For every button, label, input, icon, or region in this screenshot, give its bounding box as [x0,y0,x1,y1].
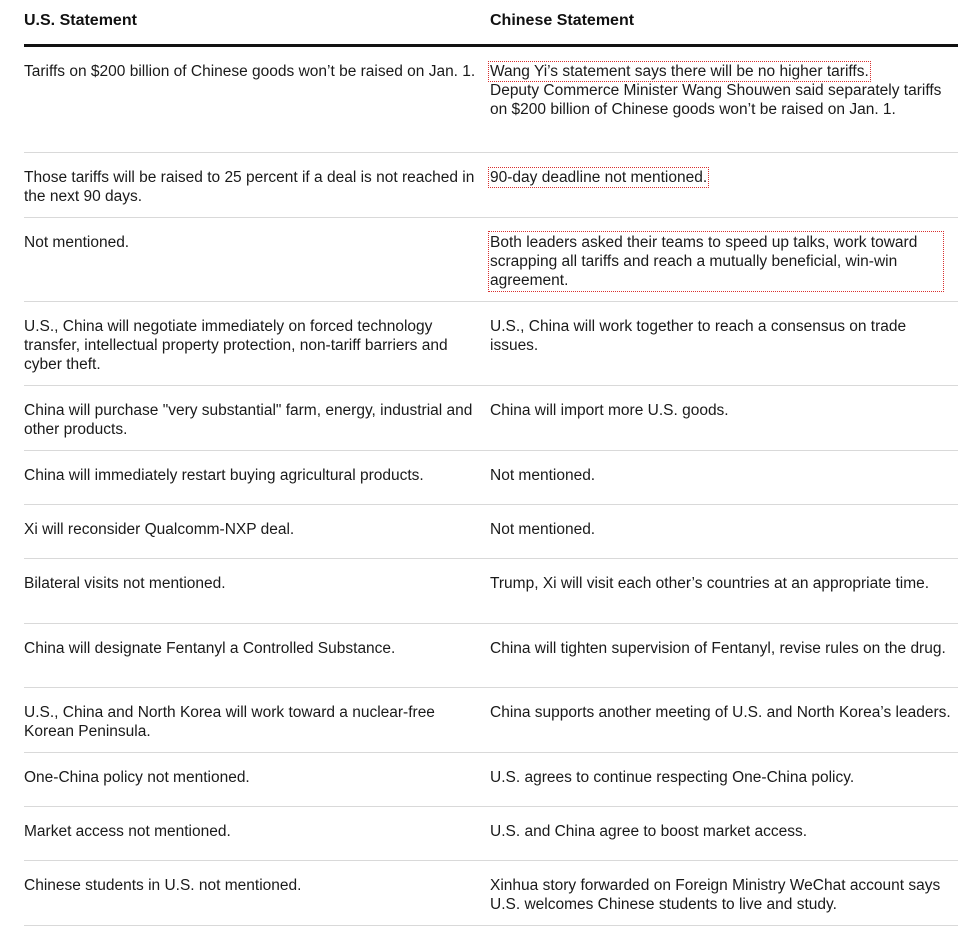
table-row [24,807,958,861]
us-statement-cell: Market access not mentioned. [24,823,231,840]
table-row [24,753,958,807]
chinese-statement-cell: Xinhua story forwarded on Foreign Ministry WeChat account says U.S. welcomes Chinese students to live and study. [490,877,941,913]
us-statement-cell: China will purchase "very substantial" farm, energy, industrial and other products. [24,402,473,438]
chinese-statement-cell: China supports another meeting of U.S. and North Korea’s leaders. [490,704,951,721]
us-statement-cell: Not mentioned. [24,234,130,251]
highlighted-text: Wang Yi’s statement says there will be no higher tariffs. [490,63,869,80]
table-row [24,861,958,926]
chinese-statement-cell [490,153,958,217]
us-statement-cell: China will immediately restart buying agricultural products. [24,467,424,484]
chinese-statement-cell: Not mentioned. [490,521,596,538]
table-row [24,559,958,624]
table-row [24,386,958,451]
us-statement-cell: Chinese students in U.S. not mentioned. [24,877,302,894]
us-statement-cell: U.S., China will negotiate immediately on forced technology transfer, intellectual property protection, non-tariff barriers and cyber theft. [24,318,448,373]
header-us-statement: U.S. Statement [24,12,137,29]
highlighted-text: 90-day deadline not mentioned. [490,169,708,186]
table-row [24,153,958,218]
table-row [24,47,958,153]
us-statement-cell: Tariffs on $200 billion of Chinese goods won’t be raised on Jan. 1. [24,63,476,80]
table-row [24,451,958,505]
table-header [24,0,958,47]
chinese-statement-cell: U.S. agrees to continue respecting One-China policy. [490,769,855,786]
table-row [24,218,958,302]
chinese-statement-cell: U.S. and China agree to boost market access. [490,823,808,840]
table-row [24,688,958,753]
us-statement-cell: One-China policy not mentioned. [24,769,250,786]
header-chinese-statement: Chinese Statement [490,12,635,29]
chinese-statement-cell [490,218,958,301]
chinese-statement-cell: U.S., China will work together to reach a consensus on trade issues. [490,318,907,354]
chinese-statement-cell: China will tighten supervision of Fentanyl, revise rules on the drug. [490,640,946,657]
us-statement-cell: U.S., China and North Korea will work toward a nuclear-free Korean Peninsula. [24,704,435,740]
us-statement-cell: Bilateral visits not mentioned. [24,575,226,592]
table-row [24,624,958,688]
us-statement-cell: Those tariffs will be raised to 25 percent if a deal is not reached in the next 90 days. [24,169,475,205]
chinese-statement-cell: China will import more U.S. goods. [490,402,729,419]
chinese-statement-cell: Not mentioned. [490,467,596,484]
us-statement-cell: Xi will reconsider Qualcomm-NXP deal. [24,521,295,538]
table-row [24,302,958,386]
chinese-statement-text: Deputy Commerce Minister Wang Shouwen said separately tariffs on $200 billion of Chinese goods won’t be raised on Jan. 1. [490,82,942,118]
chinese-statement-cell [490,47,958,152]
comparison-table [24,0,958,926]
highlighted-text: Both leaders asked their teams to speed up talks, work toward scrapping all tariffs and reach a mutually beneficial, win-win agreement. [490,233,942,290]
table-row [24,505,958,559]
us-statement-cell: China will designate Fentanyl a Controlled Substance. [24,640,396,657]
chinese-statement-cell: Trump, Xi will visit each other’s countries at an appropriate time. [490,575,930,592]
